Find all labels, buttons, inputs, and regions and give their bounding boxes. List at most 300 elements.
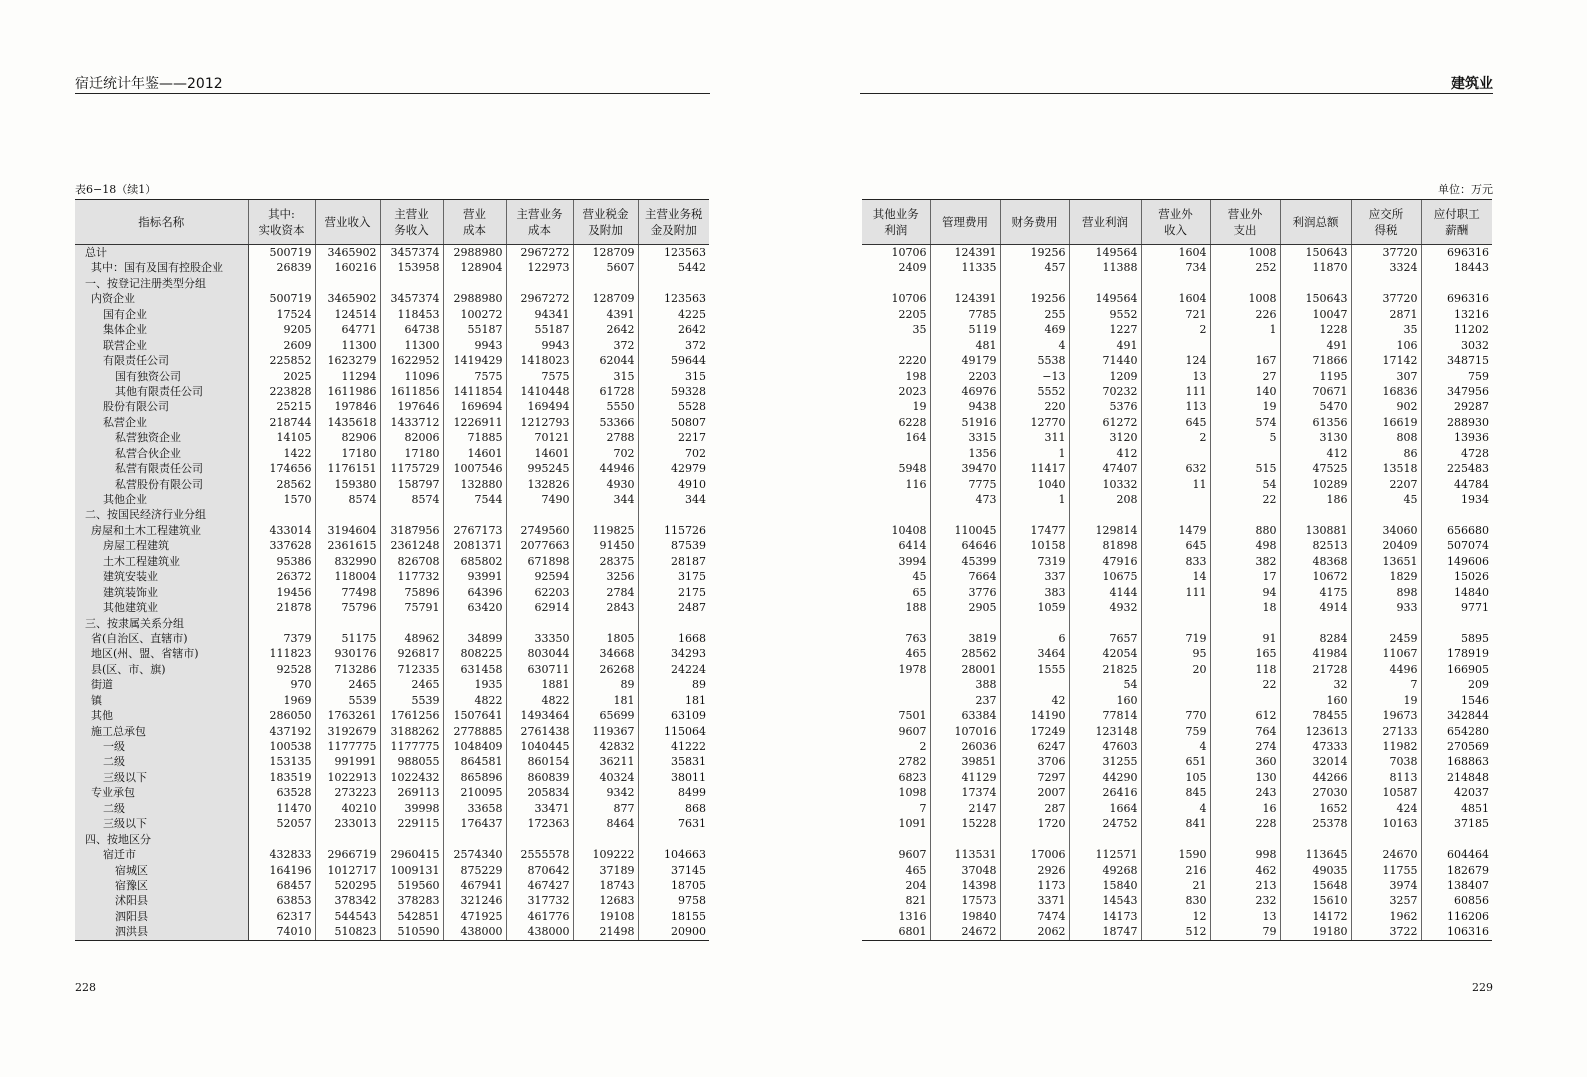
- table-cell: 5539: [315, 693, 380, 708]
- table-cell: 71866: [1280, 353, 1351, 368]
- table-cell: 7379: [248, 631, 315, 646]
- table-cell: 930176: [315, 646, 380, 661]
- table-cell: 37145: [638, 863, 709, 878]
- table-cell: 7: [1351, 677, 1421, 692]
- table-cell: 1805: [573, 631, 638, 646]
- table-cell: 14173: [1069, 909, 1141, 924]
- table-cell: 630711: [506, 662, 573, 677]
- table-cell: 17180: [380, 446, 443, 461]
- table-cell: 123563: [638, 291, 709, 306]
- table-row: [75, 399, 709, 414]
- table-cell: −13: [1000, 369, 1069, 384]
- table-row: [862, 832, 1492, 847]
- table-cell: 1022432: [380, 770, 443, 785]
- table-row: [75, 662, 709, 677]
- table-cell: [1000, 276, 1069, 291]
- table-cell: 21825: [1069, 662, 1141, 677]
- table-cell: 63528: [248, 785, 315, 800]
- table-row: [862, 415, 1492, 430]
- table-cell: 3706: [1000, 754, 1069, 769]
- row-label: 总计: [75, 245, 248, 261]
- table-cell: 12683: [573, 893, 638, 908]
- table-cell: 1969: [248, 693, 315, 708]
- table-row: [75, 724, 709, 739]
- table-cell: 273223: [315, 785, 380, 800]
- table-cell: 1012717: [315, 863, 380, 878]
- table-cell: 2361248: [380, 538, 443, 553]
- table-row: [862, 291, 1492, 306]
- table-cell: 61728: [573, 384, 638, 399]
- table-cell: 870642: [506, 863, 573, 878]
- table-cell: 45: [912, 570, 927, 584]
- table-cell: 5528: [638, 399, 709, 414]
- table-cell: 11096: [380, 369, 443, 384]
- table-cell: 44784: [1421, 477, 1492, 492]
- table-row: [75, 878, 709, 893]
- table-cell: 1177775: [380, 739, 443, 754]
- table-cell: 2409: [898, 261, 927, 275]
- table-cell: 183519: [248, 770, 315, 785]
- table-cell: 118004: [315, 569, 380, 584]
- table-cell: 181: [573, 693, 638, 708]
- table-cell: 124391: [930, 291, 1000, 306]
- table-cell: 342844: [1421, 708, 1492, 723]
- table-cell: 60856: [1421, 893, 1492, 908]
- table-cell: 2782: [898, 755, 927, 769]
- table-cell: 9771: [1421, 600, 1492, 615]
- table-cell: 47525: [1280, 461, 1351, 476]
- table-cell: 988055: [380, 754, 443, 769]
- table-cell: 45399: [930, 554, 1000, 569]
- table-cell: 7775: [930, 477, 1000, 492]
- row-label: 私营独资企业: [75, 430, 248, 445]
- table-cell: 232: [1210, 893, 1280, 908]
- table-cell: 9607: [898, 848, 927, 862]
- table-cell: 109222: [573, 847, 638, 862]
- table-cell: 5895: [1421, 631, 1492, 646]
- table-cell: 721: [1141, 307, 1210, 322]
- table-cell: 4496: [1351, 662, 1421, 677]
- table-cell: 696316: [1421, 291, 1492, 306]
- table-cell: 1: [1210, 322, 1280, 337]
- table-cell: 865896: [443, 770, 506, 785]
- table-cell: 1763261: [315, 708, 380, 723]
- table-cell: 348715: [1421, 353, 1492, 368]
- table-cell: [443, 616, 506, 631]
- table-cell: 27: [1210, 369, 1280, 384]
- right-col-header-2: 财务费用: [1000, 200, 1069, 245]
- table-cell: 877: [573, 801, 638, 816]
- right-col-header-4: 营业外 收入: [1141, 200, 1210, 245]
- table-cell: 33350: [506, 631, 573, 646]
- table-cell: 128904: [443, 260, 506, 275]
- left-col-header-1: 其中: 实收资本: [248, 200, 315, 245]
- table-cell: 10163: [1351, 816, 1421, 831]
- table-row: [75, 739, 709, 754]
- table-row: [862, 600, 1492, 615]
- table-cell: 110045: [930, 523, 1000, 538]
- table-cell: 2843: [573, 600, 638, 615]
- table-cell: [380, 832, 443, 847]
- table-cell: 32: [1280, 677, 1351, 692]
- table-row: [75, 585, 709, 600]
- table-cell: 11: [1141, 477, 1210, 492]
- table-cell: 656680: [1421, 523, 1492, 538]
- table-cell: 2007: [1000, 785, 1069, 800]
- table-cell: 14172: [1280, 909, 1351, 924]
- table-cell: [1210, 446, 1280, 461]
- table-cell: 2: [919, 740, 927, 753]
- table-cell: 3187956: [380, 523, 443, 538]
- table-row: [75, 430, 709, 445]
- unit-label: 单位：万元: [1438, 183, 1493, 196]
- table-cell: 132826: [506, 477, 573, 492]
- table-cell: 5442: [638, 260, 709, 275]
- table-cell: 100272: [443, 307, 506, 322]
- table-cell: 465: [905, 647, 927, 661]
- table-cell: 77498: [315, 585, 380, 600]
- table-cell: 7297: [1000, 770, 1069, 785]
- table-cell: 10332: [1069, 477, 1141, 492]
- table-cell: 106: [1351, 338, 1421, 353]
- row-label: 国有企业: [75, 307, 248, 322]
- table-cell: 3315: [930, 430, 1000, 445]
- table-cell: 49035: [1280, 863, 1351, 878]
- table-cell: [506, 616, 573, 631]
- table-row: [75, 353, 709, 368]
- table-cell: 18155: [638, 909, 709, 924]
- table-cell: 13518: [1351, 461, 1421, 476]
- table-cell: 19256: [1000, 245, 1069, 261]
- table-cell: 457: [1000, 260, 1069, 275]
- right-page-number: 229: [1472, 981, 1493, 994]
- table-cell: [862, 616, 930, 631]
- table-cell: 1411854: [443, 384, 506, 399]
- table-cell: 64771: [315, 322, 380, 337]
- table-cell: 1546: [1421, 693, 1492, 708]
- table-cell: 14840: [1421, 585, 1492, 600]
- table-cell: 28001: [930, 662, 1000, 677]
- table-cell: 15840: [1069, 878, 1141, 893]
- left-col-header-0: 指标名称: [75, 200, 248, 245]
- table-cell: 49268: [1069, 863, 1141, 878]
- right-col-header-6: 利润总额: [1280, 200, 1351, 245]
- table-cell: 233013: [315, 816, 380, 831]
- table-cell: 64396: [443, 585, 506, 600]
- table-cell: 128709: [573, 245, 638, 261]
- table-cell: 1226911: [443, 415, 506, 430]
- row-label: 地区(州、盟、省辖市): [75, 646, 248, 661]
- table-cell: 2205: [898, 307, 927, 321]
- table-cell: 29287: [1421, 399, 1492, 414]
- table-cell: [638, 616, 709, 631]
- table-cell: 832990: [315, 554, 380, 569]
- table-cell: 130881: [1280, 523, 1351, 538]
- table-row: [862, 801, 1492, 816]
- table-cell: 26839: [248, 260, 315, 275]
- table-cell: 20900: [638, 924, 709, 940]
- table-cell: 510590: [380, 924, 443, 940]
- right-col-header-3: 营业利润: [1069, 200, 1141, 245]
- table-cell: 118: [1210, 662, 1280, 677]
- left-table-header: [75, 200, 709, 245]
- table-cell: 2926: [1000, 863, 1069, 878]
- table-cell: 3465902: [315, 245, 380, 261]
- table-cell: 2761438: [506, 724, 573, 739]
- table-cell: [573, 276, 638, 291]
- table-row: [862, 554, 1492, 569]
- table-cell: 269113: [380, 785, 443, 800]
- table-row: [862, 569, 1492, 584]
- table-cell: 337: [1000, 569, 1069, 584]
- table-cell: 926817: [380, 646, 443, 661]
- table-cell: 28187: [638, 554, 709, 569]
- table-cell: 14: [1141, 569, 1210, 584]
- table-cell: 15648: [1280, 878, 1351, 893]
- table-cell: 16: [1210, 801, 1280, 816]
- table-row: [862, 430, 1492, 445]
- row-label: 内资企业: [75, 291, 248, 306]
- table-cell: 63853: [248, 893, 315, 908]
- table-cell: 770: [1141, 708, 1210, 723]
- table-cell: 62317: [248, 909, 315, 924]
- table-cell: 5376: [1069, 399, 1141, 414]
- table-cell: 1623279: [315, 353, 380, 368]
- table-cell: 2967272: [506, 245, 573, 261]
- table-cell: 8499: [638, 785, 709, 800]
- table-cell: 382: [1210, 554, 1280, 569]
- table-cell: 868: [638, 801, 709, 816]
- table-cell: 229115: [380, 816, 443, 831]
- table-cell: 970: [248, 677, 315, 692]
- table-cell: 24752: [1069, 816, 1141, 831]
- table-cell: 1: [1000, 446, 1069, 461]
- table-cell: 3974: [1351, 878, 1421, 893]
- table-cell: 19108: [573, 909, 638, 924]
- table-cell: 864581: [443, 754, 506, 769]
- table-cell: 172363: [506, 816, 573, 831]
- table-cell: 4144: [1069, 585, 1141, 600]
- table-cell: 63384: [930, 708, 1000, 723]
- table-cell: 24672: [930, 924, 1000, 940]
- table-cell: 112571: [1069, 847, 1141, 862]
- table-cell: [1421, 507, 1492, 522]
- table-cell: 2025: [248, 369, 315, 384]
- table-cell: 105: [1141, 770, 1210, 785]
- row-label: 私营企业: [75, 415, 248, 430]
- row-label: 股份有限公司: [75, 399, 248, 414]
- table-cell: 2217: [638, 430, 709, 445]
- table-cell: [1141, 693, 1210, 708]
- table-row: [862, 863, 1492, 878]
- table-cell: 14601: [443, 446, 506, 461]
- table-row: [75, 863, 709, 878]
- table-row: [75, 847, 709, 862]
- row-label: 其他: [75, 708, 248, 723]
- table-cell: 998: [1210, 847, 1280, 862]
- table-cell: 347956: [1421, 384, 1492, 399]
- table-cell: 149564: [1069, 291, 1141, 306]
- table-cell: 13216: [1421, 307, 1492, 322]
- table-cell: 169694: [443, 399, 506, 414]
- table-row: [75, 276, 709, 291]
- table-cell: 255: [1000, 307, 1069, 322]
- table-cell: 123148: [1069, 724, 1141, 739]
- table-cell: 2784: [573, 585, 638, 600]
- table-cell: 315: [638, 369, 709, 384]
- table-cell: 1040: [1000, 477, 1069, 492]
- table-cell: 2203: [930, 369, 1000, 384]
- table-cell: 713286: [315, 662, 380, 677]
- table-cell: 1590: [1141, 847, 1210, 862]
- table-cell: 1507641: [443, 708, 506, 723]
- table-row: [75, 801, 709, 816]
- table-cell: 33658: [443, 801, 506, 816]
- table-cell: 315: [573, 369, 638, 384]
- table-cell: 116206: [1421, 909, 1492, 924]
- table-cell: 1356: [930, 446, 1000, 461]
- table-cell: 26372: [248, 569, 315, 584]
- table-cell: 510823: [315, 924, 380, 940]
- table-cell: 42: [1000, 693, 1069, 708]
- table-cell: 500719: [248, 291, 315, 306]
- row-label: 沭阳县: [75, 893, 248, 908]
- table-cell: 38011: [638, 770, 709, 785]
- table-cell: 39470: [930, 461, 1000, 476]
- table-cell: 166905: [1421, 662, 1492, 677]
- table-cell: [638, 507, 709, 522]
- table-cell: [506, 276, 573, 291]
- table-cell: 632: [1141, 461, 1210, 476]
- table-cell: 696316: [1421, 245, 1492, 261]
- table-cell: 205834: [506, 785, 573, 800]
- left-data-table: [75, 199, 709, 941]
- table-row: [75, 322, 709, 337]
- table-cell: 5119: [930, 322, 1000, 337]
- row-label: 泗阳县: [75, 909, 248, 924]
- table-cell: 491: [1280, 338, 1351, 353]
- table-row: [862, 739, 1492, 754]
- table-cell: [573, 507, 638, 522]
- table-cell: 7657: [1069, 631, 1141, 646]
- row-label: 街道: [75, 677, 248, 692]
- table-row: [75, 554, 709, 569]
- table-row: [862, 461, 1492, 476]
- table-cell: 3032: [1421, 338, 1492, 353]
- left-col-header-3: 主营业 务收入: [380, 200, 443, 245]
- table-cell: 42979: [638, 461, 709, 476]
- table-row: [862, 369, 1492, 384]
- table-cell: 1022913: [315, 770, 380, 785]
- table-cell: 5948: [898, 462, 927, 476]
- table-cell: 10706: [891, 292, 927, 306]
- table-row: [75, 369, 709, 384]
- table-cell: 2220: [898, 354, 927, 368]
- right-col-header-5: 营业外 支出: [1210, 200, 1280, 245]
- table-cell: 2: [1141, 430, 1210, 445]
- table-cell: 27030: [1280, 785, 1351, 800]
- table-cell: 8464: [573, 816, 638, 831]
- table-row: [75, 291, 709, 306]
- table-row: [862, 585, 1492, 600]
- table-cell: 2077663: [506, 538, 573, 553]
- table-cell: 48962: [380, 631, 443, 646]
- table-cell: 1175729: [380, 461, 443, 476]
- table-cell: 4932: [1069, 600, 1141, 615]
- table-cell: 168863: [1421, 754, 1492, 769]
- table-cell: 169494: [506, 399, 573, 414]
- table-cell: 160: [1069, 693, 1141, 708]
- table-cell: 11067: [1351, 646, 1421, 661]
- table-cell: 4822: [443, 693, 506, 708]
- right-data-table: [862, 199, 1492, 941]
- table-cell: 82906: [315, 430, 380, 445]
- table-cell: 4851: [1421, 801, 1492, 816]
- table-cell: 437192: [248, 724, 315, 739]
- right-col-header-0: 其他业务 利润: [862, 200, 930, 245]
- table-cell: [1000, 832, 1069, 847]
- table-cell: 759: [1141, 724, 1210, 739]
- table-cell: [506, 832, 573, 847]
- row-label: 其他企业: [75, 492, 248, 507]
- table-cell: 1433712: [380, 415, 443, 430]
- table-cell: 372: [573, 338, 638, 353]
- table-cell: 160: [1280, 693, 1351, 708]
- row-label: 房屋和土木工程建筑业: [75, 523, 248, 538]
- table-cell: 41984: [1280, 646, 1351, 661]
- table-cell: 51916: [930, 415, 1000, 430]
- table-cell: 13651: [1351, 554, 1421, 569]
- row-label: 其他建筑业: [75, 600, 248, 615]
- table-row: [862, 322, 1492, 337]
- table-cell: 15026: [1421, 569, 1492, 584]
- table-cell: 845: [1141, 785, 1210, 800]
- table-cell: 3192679: [315, 724, 380, 739]
- table-cell: 70671: [1280, 384, 1351, 399]
- table-cell: 2871: [1351, 307, 1421, 322]
- table-cell: [930, 616, 1000, 631]
- table-cell: 33471: [506, 801, 573, 816]
- table-cell: 2175: [638, 585, 709, 600]
- table-cell: 6: [1000, 631, 1069, 646]
- table-cell: 702: [573, 446, 638, 461]
- table-cell: 2487: [638, 600, 709, 615]
- table-cell: [1280, 507, 1351, 522]
- table-cell: 4910: [638, 477, 709, 492]
- table-cell: 81898: [1069, 538, 1141, 553]
- table-cell: [315, 616, 380, 631]
- table-cell: [1210, 693, 1280, 708]
- table-row: [75, 415, 709, 430]
- table-cell: 74010: [248, 924, 315, 940]
- table-cell: 5552: [1000, 384, 1069, 399]
- table-cell: 116: [905, 477, 927, 491]
- table-cell: 274: [1210, 739, 1280, 754]
- row-label: 三级以下: [75, 816, 248, 831]
- table-cell: 138407: [1421, 878, 1492, 893]
- table-cell: 1881: [506, 677, 573, 692]
- table-cell: 10408: [891, 523, 927, 537]
- row-label: 其中：国有及国有控股企业: [75, 260, 248, 275]
- table-cell: 542851: [380, 909, 443, 924]
- table-cell: 77814: [1069, 708, 1141, 723]
- table-cell: 75791: [380, 600, 443, 615]
- table-cell: 37048: [930, 863, 1000, 878]
- table-cell: 9943: [443, 338, 506, 353]
- table-cell: 734: [1141, 260, 1210, 275]
- table-cell: 182679: [1421, 863, 1492, 878]
- row-label: 四、按地区分: [75, 832, 248, 847]
